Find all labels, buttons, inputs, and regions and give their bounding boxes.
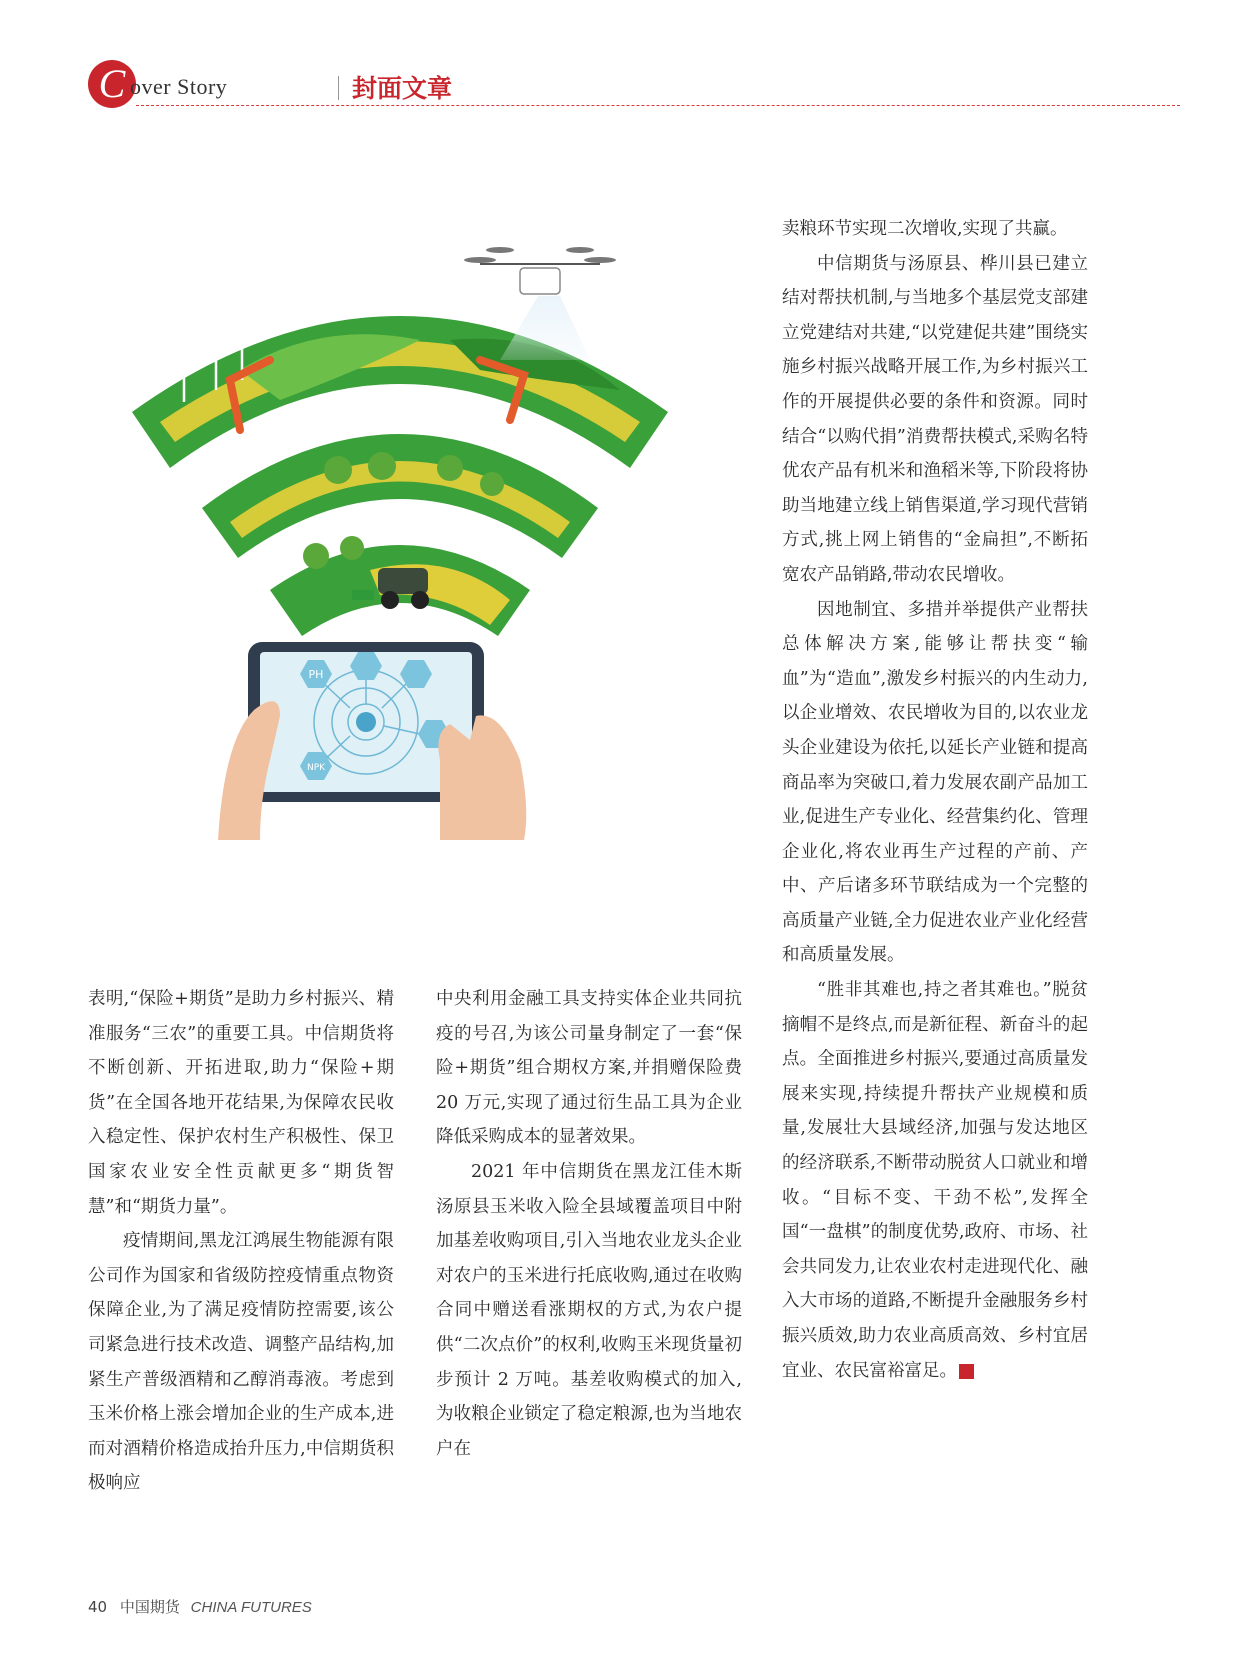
paragraph: 卖粮环节实现二次增收,实现了共赢。 [782, 219, 1068, 239]
paragraph: 表明,“保险+期货”是助力乡村振兴、精准服务“三农”的重要工具。中信期货将不断创新、开拓进取,助力“保险+期货”在全国各地开花结果,为保障农民收入稳定性、保护农村生产积极性、保卫国家农业安全性贡献更多“期货智慧”和“期货力量”。 [88, 989, 394, 1217]
paragraph [782, 973, 1088, 1388]
magazine-name-en: CHINA FUTURES [190, 1599, 312, 1616]
paragraph: 疫情期间,黑龙江鸿展生物能源有限公司作为国家和省级防控疫情重点物资保障企业,为了满足疫情防控需要,该公司紧急进行技术改造、调整产品结构,加紧生产普级酒精和乙醇消毒液。考虑到玉米价格上涨会增加企业的生产成本,进而对酒精价格造成抬升压力,中信期货积极响应 [88, 1231, 394, 1494]
drone-icon [464, 247, 616, 294]
section-title-en: over Story [130, 74, 228, 99]
paragraph-text: “胜非其难也,持之者其难也。”脱贫摘帽不是终点,而是新征程、新奋斗的起点。全面推进乡村振兴,要通过高质量发展来实现,持续提升帮扶产业规模和质量,发展壮大县域经济,加强与发达地区的经济联系,不断带动脱贫人口就业和增收。“目标不变、干劲不松”,发挥全国“一盘棋”的制度优势,政府、市场、社会共同发力,让农业农村走进现代化、融入大市场的道路,不断提升金融服务乡村振兴质效,助力农业高质高效、乡村宜居宜业、农民富裕富足。 [782, 980, 1088, 1381]
ph-icon-label: PH [308, 668, 324, 681]
page-footer [88, 1596, 312, 1617]
text-column-1 [88, 982, 394, 1501]
section-logo: C [88, 60, 136, 108]
npk-icon-label: NPK [306, 763, 326, 773]
text-column-3 [782, 212, 1088, 1388]
paragraph: 中信期货与汤原县、桦川县已建立结对帮扶机制,与当地多个基层党支部建立党建结对共建,“以党建促共建”围绕实施乡村振兴战略开展工作,为乡村振兴工作的开展提供必要的条件和资源。同时结合“以购代捐”消费帮扶模式,采购名特优农产品有机米和渔稻米等,下阶段将协助当地建立线上销售渠道,学习现代营销方式,挑上网上销售的“金扁担”,不断拓宽农产品销路,带动农民增收。 [782, 253, 1088, 585]
header-dashed-rule [136, 105, 1180, 106]
header-divider [338, 76, 339, 100]
paragraph: 2021 年中信期货在黑龙江佳木斯汤原县玉米收入险全县域覆盖项目中附加基差收购项目,引入当地农业龙头企业对农户的玉米进行托底收购,通过在收购合同中赠送看涨期权的方式,为农户提供“二次点价”的权利,收购玉米现货量初步预计 2 万吨。基差收购模式的加入,为收粮企业锁定了稳定粮源,也为当地农户在 [436, 1161, 742, 1459]
magazine-name-cn: 中国期货 [119, 1598, 180, 1616]
text-column-2 [436, 982, 742, 1466]
section-title-cn: 封面文章 [352, 74, 453, 103]
right-hand [438, 715, 526, 840]
page-number: 40 [88, 1598, 108, 1616]
page-header [88, 54, 1180, 110]
smart-farming-illustration [120, 240, 700, 920]
paragraph: 因地制宜、多措并举提供产业帮扶总体解决方案,能够让帮扶变“输血”为“造血”,激发乡村振兴的内生动力,以企业增效、农民增收为目的,以农业龙头企业建设为依托,以延长产业链和提高商品率为突破口,着力发展农副产品加工业,促进生产专业化、经营集约化、管理企业化,将农业再生产过程的产前、产中、产后诸多环节联结成为一个完整的高质量产业链,全力促进农业产业化经营和高质量发展。 [782, 599, 1088, 966]
middle-field-arc [202, 434, 598, 558]
end-of-article-mark: 田 [959, 1364, 974, 1379]
paragraph: 中央利用金融工具支持实体企业共同抗疫的号召,为该公司量身制定了一套“保险+期货”组合期权方案,并捐赠保险费 20 万元,实现了通过衍生品工具为企业降低采购成本的显著效果。 [436, 989, 742, 1148]
